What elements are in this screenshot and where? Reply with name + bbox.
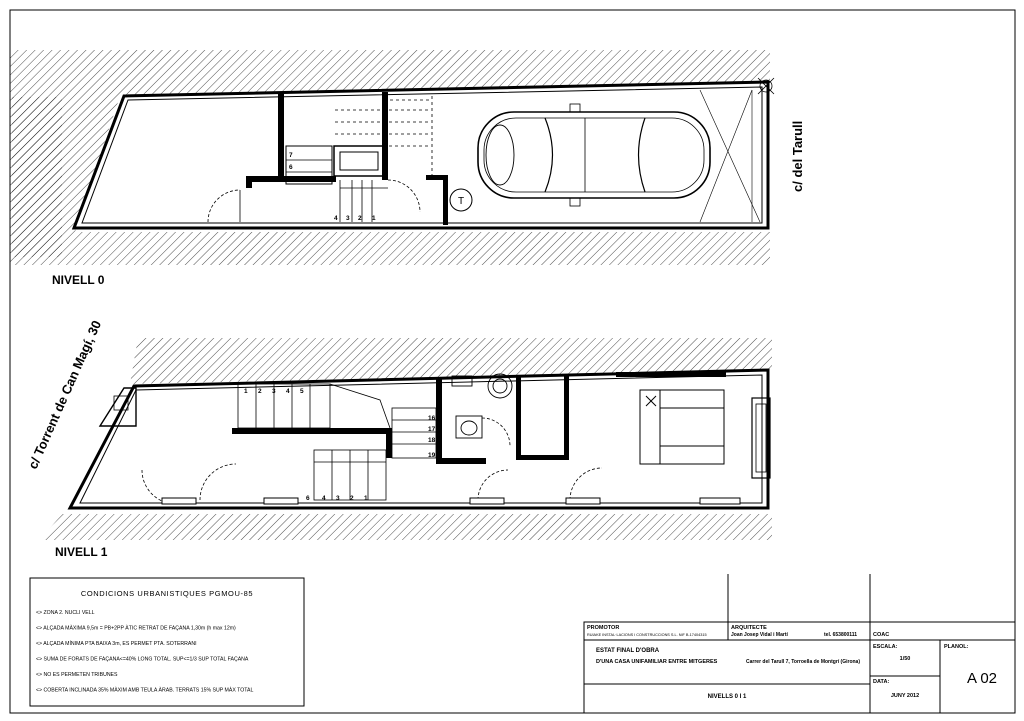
stair-number-ground-side: 6 [289, 164, 293, 171]
escala-label: ESCALA: [873, 644, 898, 650]
stair-number-first-top: 2 [258, 388, 262, 395]
stair-number-ground-side: 7 [289, 152, 293, 159]
promotor-label: PROMOTOR [587, 625, 620, 631]
project-title: ESTAT FINAL D'OBRA [596, 648, 660, 654]
arquitecte-label: ARQUITECTE [731, 625, 767, 631]
escala-value: 1/50 [899, 656, 911, 662]
project-address: Carrer del Tarull 7, Torroella de Montgrí (Girona) [746, 659, 860, 665]
first-floor-label: NIVELL 1 [55, 545, 108, 559]
stair-number-ground-side: 5 [289, 176, 293, 183]
street-label-left: c/ Torrent de Can Magí, 30 [25, 318, 105, 472]
stair-number-first-landing: 19 [428, 452, 436, 459]
condition-item: <> ALÇADA MÀXIMA 9,5m = PB+2PP ÀTIC RETRAT DE FAÇANA 1,30m (h max 12m) [36, 625, 236, 632]
planol-label: PLANOL: [944, 644, 969, 650]
project-description: D'UNA CASA UNIFAMILIAR ENTRE MITGERES [596, 659, 718, 665]
condition-item: <> SUMA DE FORATS DE FAÇANA<=40% LONG TOTAL. SUP<=1/3 SUP TOTAL FAÇANA [36, 656, 249, 663]
condition-item: <> COBERTA INCLINADA 35% MÀXIM AMB TEULA ÀRAB. TERRATS 15% SUP MÀX TOTAL [36, 687, 254, 694]
stair-number-ground-bottom: 2 [358, 215, 362, 222]
conditions-title: CONDICIONS URBANISTIQUES PGMOU-85 [80, 589, 254, 598]
first-floor-outline [70, 370, 768, 508]
stair-number-first-top: 1 [244, 388, 248, 395]
tel-value: tel. 653800111 [824, 632, 858, 638]
ground-floor-outline [74, 82, 768, 228]
coac-label: COAC [873, 632, 890, 638]
condition-item: <> ALÇADA MÍNIMA PTA BAIXA 3m, ES PERMET PTA. SOTERRANI [36, 641, 197, 647]
first-floor-plan [40, 338, 772, 540]
ground-floor-label: NIVELL 0 [52, 273, 105, 287]
stair-number-first-top: 4 [286, 388, 290, 395]
condition-item: <> ZONA 2. NUCLI VELL [36, 610, 95, 616]
data-value: JUNY 2012 [890, 693, 920, 699]
ground-floor-plan [10, 50, 774, 265]
stair-number-ground-bottom: 1 [372, 215, 376, 222]
stair-number-ground-bottom: 4 [334, 215, 338, 222]
condition-item: <> NO ES PERMETEN TRIBUNES [36, 672, 118, 678]
stair-number-first-landing: 18 [428, 437, 436, 444]
promotor-value: RUIAKE INSTAL·LACIONS I CONSTRUCCIONS S.L. NIF B-17404315 [587, 633, 707, 637]
stair-number-first-landing: 17 [428, 426, 436, 433]
stair-number-first-bottom: 2 [350, 495, 354, 502]
stair-number-first-landing: 16 [428, 415, 436, 422]
data-label: DATA: [873, 679, 890, 685]
stair-number-first-bottom: 6 [306, 495, 310, 502]
stair-number-first-bottom: 3 [336, 495, 340, 502]
stair-number-first-bottom: 1 [364, 495, 368, 502]
hatched-wall-south-1 [40, 514, 772, 540]
sheet-name: NIVELLS 0 I 1 [707, 694, 747, 700]
t-marker-label: T [457, 196, 465, 207]
stair-number-first-bottom: 4 [322, 495, 326, 502]
stair-number-ground-bottom: 3 [346, 215, 350, 222]
stair-number-first-top: 5 [300, 388, 304, 395]
stair-number-first-top: 3 [272, 388, 276, 395]
planol-value: A 02 [966, 670, 998, 687]
street-label-right: c/ del Tarull [790, 120, 805, 192]
arquitecte-value: Joan Josep Vidal i Martí [731, 632, 788, 638]
